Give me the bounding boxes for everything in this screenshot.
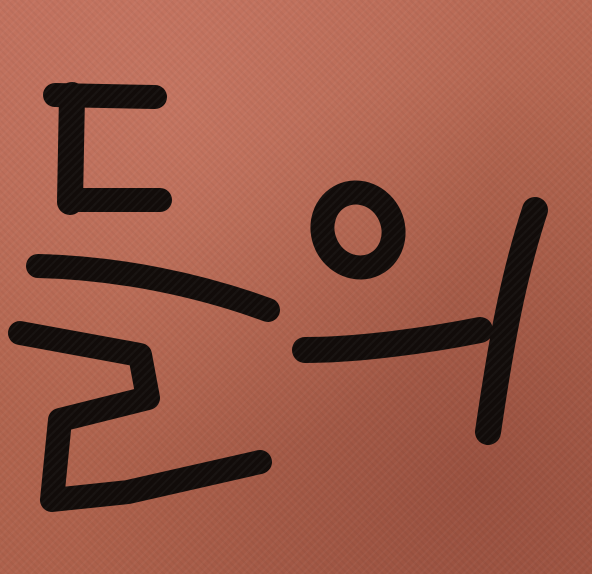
brush-strokes [20,95,535,500]
